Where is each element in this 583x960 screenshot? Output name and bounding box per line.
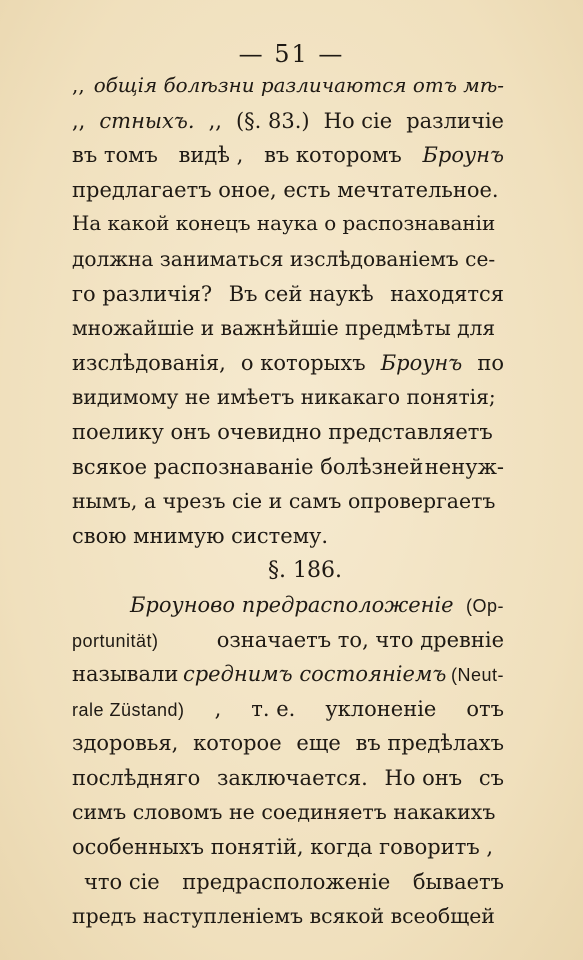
text-line bbox=[72, 731, 504, 766]
text-segment: по bbox=[477, 350, 504, 375]
text-segment: симъ словомъ не соединяетъ накакихъ bbox=[72, 800, 496, 825]
text-segment: предъ наступленіемъ всякой всеобщей bbox=[72, 904, 495, 929]
text-line bbox=[72, 109, 504, 144]
text-segment: видѣ , bbox=[178, 143, 244, 168]
text-line bbox=[72, 870, 504, 905]
text-segment: еще bbox=[296, 731, 341, 756]
text-segment: ,, bbox=[72, 108, 86, 133]
text-segment: Броуново предрасположеніе bbox=[130, 592, 454, 617]
section-heading bbox=[72, 558, 504, 593]
text-line bbox=[72, 385, 504, 420]
text-segment: о которыхъ bbox=[240, 350, 366, 375]
text-line bbox=[72, 766, 504, 801]
text-segment: отъ bbox=[466, 696, 504, 721]
text-segment: что сіе bbox=[84, 869, 160, 894]
text-segment: (§. 83.) bbox=[235, 108, 310, 133]
text-segment: всякое распознаваніе болѣзней bbox=[72, 454, 424, 479]
text-segment: находятся bbox=[390, 281, 504, 306]
text-segment: должна заниматься изслѣдованіемъ се- bbox=[72, 246, 496, 271]
text-segment: уклоненіе bbox=[325, 696, 437, 721]
text-segment: особенныхъ понятій, когда говоритъ , bbox=[72, 835, 494, 860]
text-segment: которое bbox=[193, 731, 282, 756]
text-line bbox=[72, 212, 504, 247]
text-segment: въ предѣлахъ bbox=[355, 731, 504, 756]
text-segment: здоровья, bbox=[72, 731, 179, 756]
text-segment: portunität) bbox=[72, 630, 159, 651]
text-line bbox=[72, 662, 504, 697]
text-segment: бываетъ bbox=[412, 869, 504, 894]
text-line bbox=[72, 351, 504, 386]
text-segment: съ bbox=[478, 765, 504, 790]
text-segment: означаетъ то, что древніе bbox=[216, 627, 504, 652]
text-line bbox=[72, 282, 504, 317]
text-line bbox=[72, 593, 504, 628]
text-segment: свою мнимую систему. bbox=[72, 523, 329, 548]
text-segment: т. е. bbox=[251, 696, 296, 721]
text-segment: §. 186. bbox=[268, 558, 342, 584]
text-line bbox=[72, 143, 504, 178]
text-segment: послѣдняго bbox=[72, 765, 201, 790]
text-line bbox=[72, 628, 504, 663]
text-segment: видимому не имѣетъ никакаго понятія; bbox=[72, 385, 496, 410]
text-segment: предлагаетъ оное, есть мечтательное. bbox=[72, 177, 499, 202]
text-segment: въ томъ bbox=[72, 143, 158, 168]
text-segment: Но онъ bbox=[384, 765, 463, 790]
text-segment: Броунъ bbox=[422, 143, 504, 168]
text-segment: (Op- bbox=[466, 595, 504, 616]
text-segment: общія болѣзни различаются отъ мѣ- bbox=[93, 74, 504, 97]
text-segment: въ которомъ bbox=[264, 143, 402, 168]
text-line bbox=[72, 420, 504, 455]
text-segment: поелику онъ очевидно представляетъ bbox=[72, 419, 493, 444]
text-segment: нымъ, а чрезъ сіе и самъ опровергаетъ bbox=[72, 489, 496, 514]
page-text bbox=[72, 74, 504, 939]
text-line bbox=[72, 247, 504, 282]
text-line bbox=[72, 455, 504, 490]
text-segment: Броунъ bbox=[380, 350, 463, 375]
text-line bbox=[72, 904, 504, 939]
text-line bbox=[72, 489, 504, 524]
text-line bbox=[72, 178, 504, 213]
text-segment: множайшіе и важнѣйшіе предмѣты для bbox=[72, 316, 496, 341]
text-line bbox=[72, 316, 504, 351]
text-segment: ненуж- bbox=[424, 454, 504, 479]
text-segment: изслѣдованія, bbox=[72, 350, 226, 375]
text-segment: различіе bbox=[406, 108, 504, 133]
text-segment: стныхъ. bbox=[99, 108, 195, 133]
text-segment: (Neut- bbox=[450, 665, 504, 686]
text-segment: среднимъ состояніемъ bbox=[182, 662, 447, 687]
text-segment: называли bbox=[72, 662, 179, 687]
text-segment: ,, bbox=[72, 74, 85, 97]
text-segment: заключается. bbox=[216, 765, 368, 790]
text-segment: го различія? bbox=[72, 281, 213, 306]
text-line bbox=[72, 800, 504, 835]
page-number: — 51 — bbox=[238, 40, 345, 68]
text-segment: ,, bbox=[208, 108, 222, 133]
text-segment: На какой конецъ наука о распознаваніи bbox=[72, 212, 496, 236]
text-segment: , bbox=[214, 696, 222, 721]
text-line bbox=[72, 835, 504, 870]
text-segment: предрасположеніе bbox=[182, 869, 391, 894]
text-segment: rale Züstand) bbox=[72, 699, 185, 720]
text-line bbox=[72, 524, 504, 559]
text-segment: Но сіе bbox=[323, 108, 393, 133]
text-segment: Въ сей наукѣ bbox=[228, 281, 374, 306]
text-line bbox=[72, 697, 504, 732]
text-line bbox=[72, 74, 504, 109]
